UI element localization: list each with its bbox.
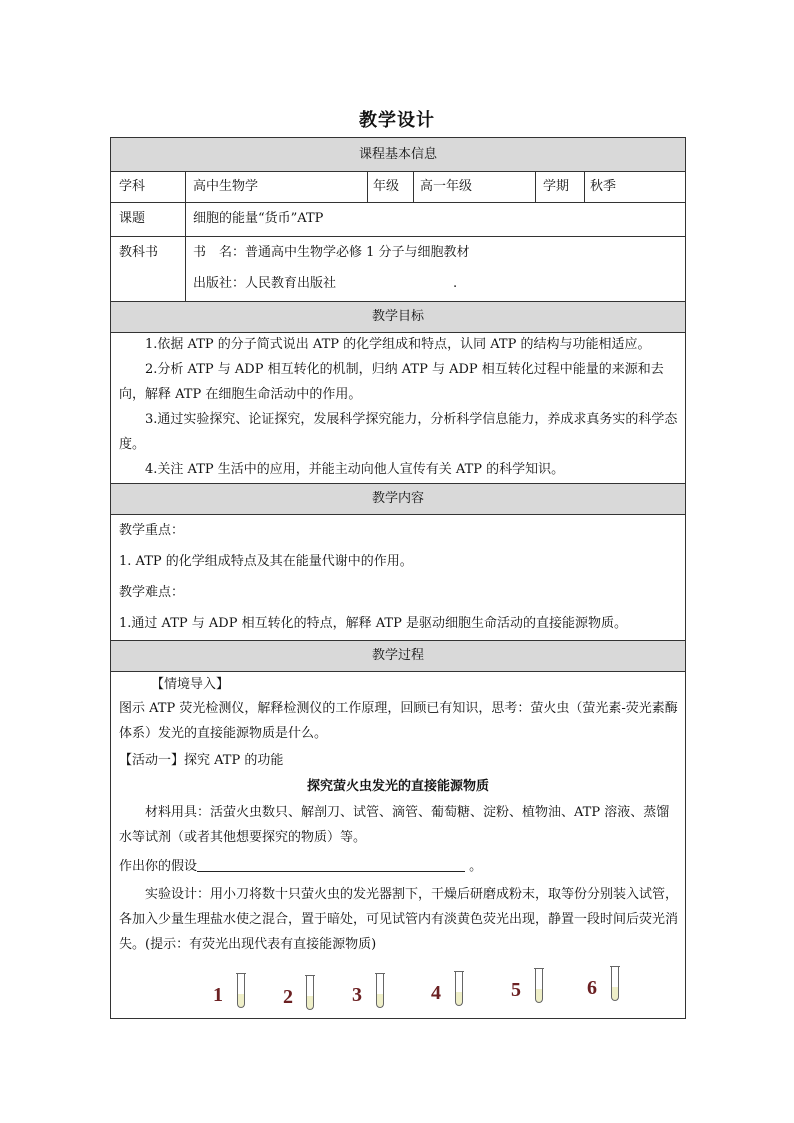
test-tube-2 (306, 976, 314, 1010)
subject-value: 高中生物学 (193, 179, 259, 194)
content-title: 教学内容 (371, 491, 424, 506)
publisher-dot: . (453, 276, 458, 291)
column-divider (535, 171, 536, 202)
test-tube-6 (611, 967, 619, 1001)
test-tube-1 (237, 974, 245, 1008)
hypothesis-suffix: 。 (469, 859, 483, 874)
process-title: 教学过程 (371, 648, 424, 663)
rule (111, 236, 685, 237)
rule (111, 202, 685, 203)
textbook-publisher: 出版社：人民教育出版社 (193, 276, 337, 291)
hypothesis-line (119, 857, 482, 876)
tube-label-1: 1 (213, 984, 223, 1006)
term-label: 学期 (543, 179, 570, 194)
objective-3: 3.通过实验探究、论证探究，发展科学探究能力，分析科学信息能力，养成求真务实的科学态度。 (119, 412, 678, 452)
rule (111, 171, 685, 172)
intro-heading: 【情境导入】 (151, 677, 230, 692)
rule (111, 301, 685, 302)
document-title: 教学设计 (359, 110, 435, 131)
test-tube-3 (376, 974, 384, 1008)
column-divider (584, 171, 585, 202)
topic-value: 细胞的能量“货币”ATP (193, 211, 324, 226)
rule (111, 483, 685, 484)
grade-label: 年级 (373, 179, 400, 194)
key-points-label: 教学重点： (119, 523, 185, 538)
materials-text: 材料用具：活萤火虫数只、解剖刀、试管、滴管、葡萄糖、淀粉、植物油、ATP 溶液、蒸馏水等试剂（或者其他想要探究的物质）等。 (119, 805, 670, 845)
test-tube-4 (455, 972, 463, 1006)
hypothesis-blank (197, 857, 465, 872)
tube-label-2: 2 (283, 986, 293, 1008)
objectives-header (111, 301, 685, 332)
intro-text: 图示 ATP 荧光检测仪，解释检测仪的工作原理，回顾已有知识，思考：萤火虫（萤光素-荧光素酶体系）发光的直接能源物质是什么。 (119, 701, 678, 741)
column-divider (367, 171, 368, 202)
design-text: 实验设计：用小刀将数十只萤火虫的发光器割下，干燥后研磨成粉末，取等份分别装入试管，各加入少量生理盐水使之混合，置于暗处，可见试管内有淡黄色荧光出现，静置一段时间后荧光消失。(提示：有荧光出现代表有直接能源物质) (119, 887, 679, 952)
key-point-item: 1. ATP 的化学组成特点及其在能量代谢中的作用。 (119, 554, 413, 569)
test-tube-5 (535, 969, 543, 1003)
tube-label-4: 4 (431, 982, 441, 1004)
term-value: 秋季 (590, 179, 617, 194)
tube-label-5: 5 (511, 979, 521, 1001)
process-header (111, 640, 685, 671)
basic-info-title: 课程基本信息 (358, 147, 437, 162)
rule (111, 514, 685, 515)
objective-1: 1.依据 ATP 的分子简式说出 ATP 的化学组成和特点，认同 ATP 的结构与功能相适应。 (145, 337, 651, 352)
tube-label-6: 6 (587, 977, 597, 999)
objectives-title: 教学目标 (371, 309, 424, 324)
textbook-name: 书 名：普通高中生物学必修 1 分子与细胞教材 (193, 245, 470, 260)
basic-info-header (111, 138, 685, 171)
objective-4: 4.关注 ATP 生活中的应用，并能主动向他人宣传有关 ATP 的科学知识。 (145, 462, 565, 477)
tube-label-3: 3 (352, 984, 362, 1006)
difficult-point-item: 1.通过 ATP 与 ADP 相互转化的特点，解释 ATP 是驱动细胞生命活动的直接能源物质。 (119, 616, 627, 631)
objective-2: 2.分析 ATP 与 ADP 相互转化的机制，归纳 ATP 与 ADP 相互转化过程中能量的来源和去向，解释 ATP 在细胞生命活动中的作用。 (119, 362, 664, 402)
column-divider (413, 171, 414, 202)
rule (111, 640, 685, 641)
activity-heading: 【活动一】探究 ATP 的功能 (119, 753, 284, 768)
content-header (111, 483, 685, 514)
grade-value: 高一年级 (420, 179, 473, 194)
lesson-plan-table (110, 137, 686, 1019)
subject-label: 学科 (119, 179, 146, 194)
rule (111, 671, 685, 672)
difficult-points-label: 教学难点： (119, 585, 185, 600)
column-divider (185, 171, 186, 301)
textbook-label: 教科书 (119, 245, 159, 260)
experiment-title: 探究萤火虫发光的直接能源物质 (306, 779, 489, 794)
topic-label: 课题 (119, 211, 146, 226)
hypothesis-prefix: 作出你的假设 (119, 859, 198, 874)
